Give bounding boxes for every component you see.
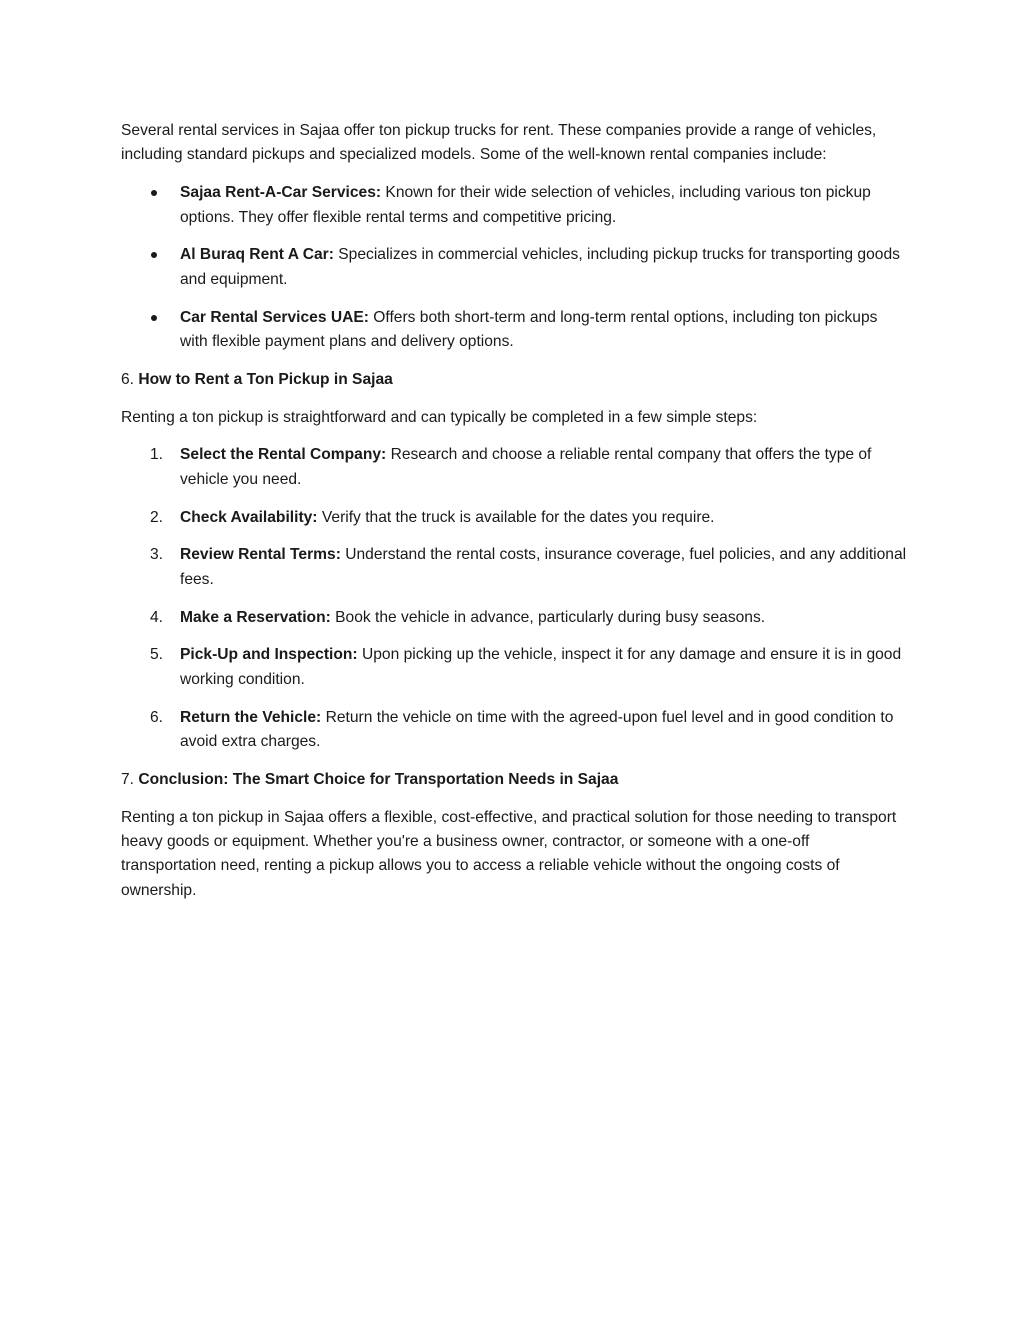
section-title: Conclusion: The Smart Choice for Transportation Needs in Sajaa (138, 770, 619, 788)
document-page (121, 119, 907, 917)
step-description: Upon picking up the vehicle, inspect it for any damage and ensure it is in good working condition. (180, 646, 902, 688)
step-number: 5. (150, 646, 164, 664)
section-number: 6. (121, 370, 135, 388)
bullet-icon (151, 252, 157, 258)
step-description: Book the vehicle in advance, particularly during busy seasons. (335, 608, 766, 626)
section-number: 7. (121, 770, 135, 788)
list-item (150, 643, 907, 692)
list-item (150, 706, 907, 755)
rental-steps-list (121, 443, 907, 754)
list-item (180, 243, 907, 292)
company-name: Car Rental Services UAE: (180, 308, 369, 326)
step-label: Return the Vehicle: (180, 708, 322, 726)
list-item (180, 306, 907, 355)
step-number: 6. (150, 708, 164, 726)
company-description: Specializes in commercial vehicles, including pickup trucks for transporting goods and equipment. (180, 246, 900, 288)
section-title: How to Rent a Ton Pickup in Sajaa (138, 370, 393, 388)
step-description: Verify that the truck is available for the dates you require. (321, 508, 715, 526)
section-7-body: Renting a ton pickup in Sajaa offers a flexible, cost-effective, and practical solution for those needing to transport heavy goods or equipment. Whether you're a business owner, contractor, or someone with a one-off transportation need, renting a pickup allows you to access a reliable vehicle without the ongoing costs of ownership. (121, 808, 897, 899)
step-description: Research and choose a reliable rental company that offers the type of vehicle you need. (180, 446, 872, 488)
company-description: Offers both short-term and long-term rental options, including ton pickups with flexible payment plans and delivery options. (180, 308, 878, 351)
step-label: Make a Reservation: (180, 608, 331, 626)
step-number: 4. (150, 608, 164, 626)
section-6-heading (121, 368, 907, 392)
section-7-heading (121, 768, 907, 792)
list-item (150, 543, 907, 592)
step-label: Pick-Up and Inspection: (180, 646, 358, 664)
company-description: Known for their wide selection of vehicles, including various ton pickup options. They offer flexible rental terms and competitive pricing. (180, 184, 871, 226)
step-label: Select the Rental Company: (180, 446, 387, 464)
list-item (150, 606, 907, 630)
step-number: 1. (150, 446, 164, 464)
section-6-intro: Renting a ton pickup is straightforward and can typically be completed in a few simple steps: (121, 408, 758, 426)
rental-companies-list (121, 181, 907, 354)
step-number: 3. (150, 546, 164, 564)
step-label: Check Availability: (180, 508, 318, 526)
step-label: Review Rental Terms: (180, 546, 341, 564)
list-item (180, 181, 907, 230)
company-name: Al Buraq Rent A Car: (180, 246, 334, 264)
step-description: Understand the rental costs, insurance coverage, fuel policies, and any additional fees. (180, 546, 907, 588)
list-item (150, 506, 907, 530)
bullet-icon (151, 190, 157, 196)
company-name: Sajaa Rent-A-Car Services: (180, 184, 382, 202)
step-description: Return the vehicle on time with the agreed-upon fuel level and in good condition to avoid extra charges. (180, 708, 894, 751)
list-item (150, 443, 907, 492)
bullet-icon (151, 315, 157, 321)
intro-paragraph: Several rental services in Sajaa offer ton pickup trucks for rent. These companies provide a range of vehicles, including standard pickups and specialized models. Some of the well-known rental companies include: (121, 122, 877, 164)
step-number: 2. (150, 508, 164, 526)
